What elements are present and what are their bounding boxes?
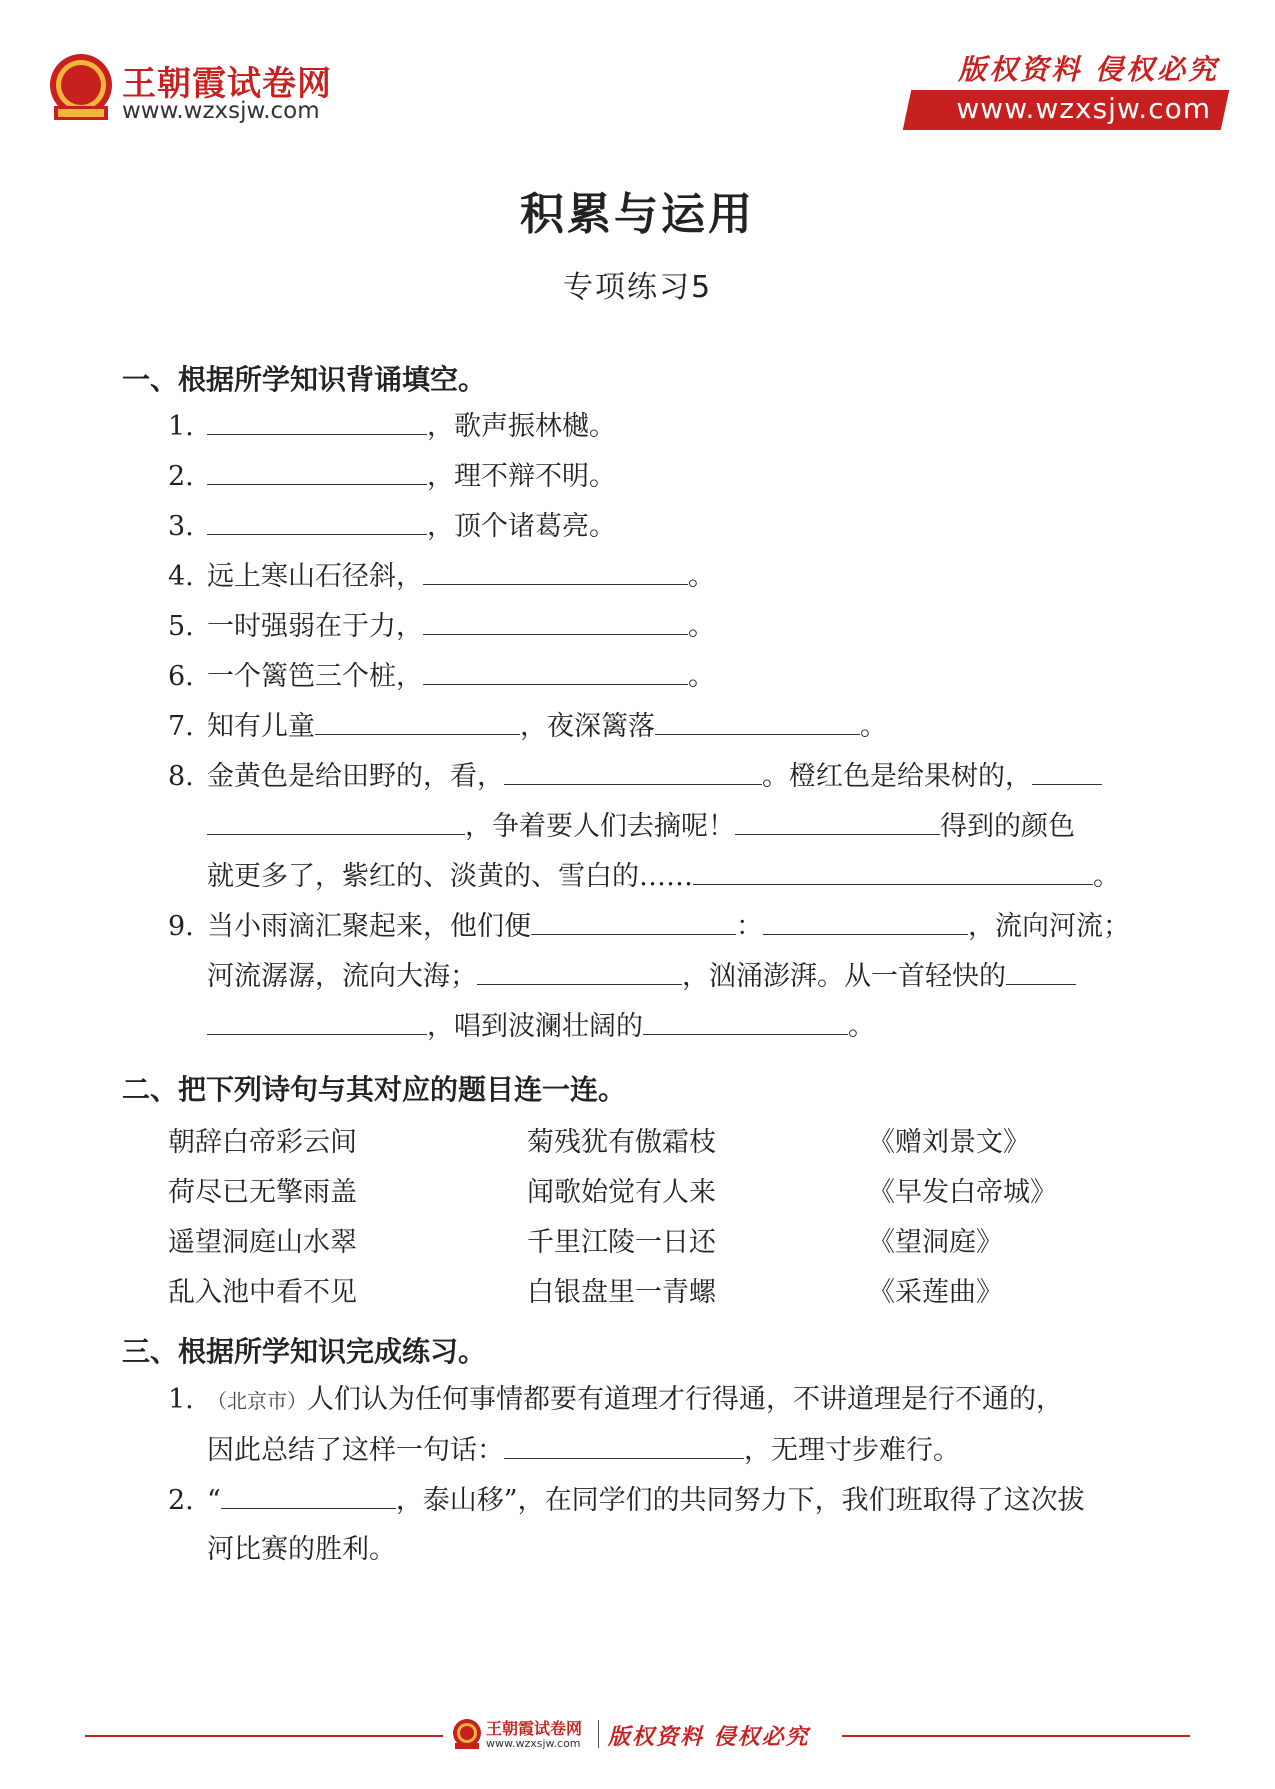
question-text: 。 — [688, 561, 715, 592]
question-number: 8. — [168, 761, 194, 792]
question-number: 5. — [168, 611, 194, 642]
answer-blank[interactable] — [1032, 758, 1102, 785]
poem-line-middle[interactable]: 菊残犹有傲霜枝 — [527, 1127, 716, 1158]
question-text: 。 — [688, 611, 715, 642]
poem-line-left[interactable]: 荷尽已无擎雨盖 — [168, 1177, 357, 1208]
question-text: ，唱到波澜壮阔的 — [427, 1011, 643, 1042]
footer-divider-right — [842, 1735, 1190, 1737]
question-text: 一个篱笆三个桩， — [207, 661, 423, 692]
header-copyright — [885, 44, 1225, 134]
question-text: 河流潺潺，流向大海； — [207, 961, 477, 992]
answer-blank[interactable] — [423, 608, 688, 635]
question-1-6 — [168, 658, 715, 695]
answer-blank[interactable] — [735, 808, 940, 835]
answer-blank[interactable] — [504, 758, 762, 785]
question-number: 2. — [168, 461, 194, 492]
answer-blank[interactable] — [207, 1008, 427, 1035]
question-text: ，夜深篱落 — [520, 711, 655, 742]
answer-blank[interactable] — [207, 408, 427, 435]
brand-url[interactable]: www.wzxsjw.com — [122, 98, 320, 124]
question-3-2-line-2 — [207, 1532, 396, 1568]
page-title: 积累与运用 — [520, 189, 755, 240]
footer-brand-name: 王朝霞试卷网 — [486, 1719, 583, 1738]
question-1-5 — [168, 608, 715, 645]
poem-title[interactable]: 《望洞庭》 — [868, 1227, 1003, 1258]
question-text: ，顶个诸葛亮。 — [427, 511, 616, 542]
question-text: ，流向河流； — [968, 911, 1130, 942]
question-text: 金黄色是给田野的，看， — [207, 761, 504, 792]
region-tag: （北京市） — [207, 1389, 307, 1413]
question-1-9-line-3 — [207, 1008, 875, 1045]
footer-divider-left — [85, 1735, 443, 1737]
poem-line-middle[interactable]: 白银盘里一青螺 — [527, 1277, 716, 1308]
copyright-notice: 版权资料 侵权必究 — [958, 53, 1219, 86]
question-text: 。 — [860, 711, 887, 742]
answer-blank[interactable] — [504, 1432, 744, 1459]
question-text: 。 — [848, 1011, 875, 1042]
question-text: 知有儿童 — [207, 711, 315, 742]
question-text: 人们认为任何事情都要有道理才行得通，不讲道理是行不通的， — [307, 1384, 1063, 1415]
question-text: 。 — [688, 661, 715, 692]
question-3-1-line-2 — [207, 1432, 960, 1469]
question-number: 6. — [168, 661, 194, 692]
question-text: “ — [207, 1485, 221, 1516]
footer-logo-icon — [452, 1718, 482, 1750]
section-3-title: 三、根据所学知识完成练习。 — [122, 1335, 487, 1368]
question-text: 远上寒山石径斜， — [207, 561, 423, 592]
question-text: ，理不辩不明。 — [427, 461, 616, 492]
question-1-4 — [168, 558, 715, 595]
answer-blank[interactable] — [531, 908, 736, 935]
question-text: 一时强弱在于力， — [207, 611, 423, 642]
question-text: 。 — [1093, 861, 1120, 892]
question-number: 2. — [168, 1485, 194, 1516]
poem-title[interactable]: 《采莲曲》 — [868, 1277, 1003, 1308]
answer-blank[interactable] — [1006, 958, 1076, 985]
poem-line-left[interactable]: 朝辞白帝彩云间 — [168, 1127, 357, 1158]
answer-blank[interactable] — [207, 508, 427, 535]
question-text: 得到的颜色 — [940, 811, 1075, 842]
footer-url[interactable]: www.wzxsjw.com — [486, 1737, 581, 1750]
question-1-1 — [168, 408, 616, 445]
answer-blank[interactable] — [207, 458, 427, 485]
poem-line-left[interactable]: 遥望洞庭山水翠 — [168, 1227, 357, 1258]
question-text: ： — [736, 911, 763, 942]
page-subtitle: 专项练习5 — [562, 270, 713, 305]
question-1-3 — [168, 508, 616, 545]
poem-line-left[interactable]: 乱入池中看不见 — [168, 1277, 357, 1308]
question-number: 3. — [168, 511, 194, 542]
question-text: 。橙红色是给果树的， — [762, 761, 1032, 792]
answer-blank[interactable] — [693, 858, 1093, 885]
question-1-9-line-2 — [207, 958, 1076, 995]
question-3-1 — [168, 1382, 1063, 1419]
question-text: ，争着要人们去摘呢！ — [465, 811, 735, 842]
question-text: ，歌声振林樾。 — [427, 411, 616, 442]
footer — [452, 1716, 832, 1756]
question-text: 因此总结了这样一句话： — [207, 1435, 504, 1466]
answer-blank[interactable] — [477, 958, 682, 985]
poem-title[interactable]: 《早发白帝城》 — [868, 1177, 1057, 1208]
answer-blank[interactable] — [655, 708, 860, 735]
footer-copyright: 版权资料 侵权必究 — [608, 1724, 810, 1750]
question-number: 1. — [168, 1384, 194, 1415]
answer-blank[interactable] — [763, 908, 968, 935]
question-1-8-line-3 — [207, 858, 1120, 895]
question-1-2 — [168, 458, 616, 495]
question-number: 4. — [168, 561, 194, 592]
question-number: 9. — [168, 911, 194, 942]
poem-line-middle[interactable]: 闻歌始觉有人来 — [527, 1177, 716, 1208]
poem-title[interactable]: 《赠刘景文》 — [868, 1127, 1030, 1158]
brand-logo-icon — [48, 52, 114, 124]
answer-blank[interactable] — [643, 1008, 848, 1035]
question-text: ，泰山移”，在同学们的共同努力下，我们班取得了这次拔 — [395, 1485, 1085, 1516]
question-1-8-line-2 — [207, 808, 1075, 845]
answer-blank[interactable] — [221, 1482, 396, 1509]
question-text: 河比赛的胜利。 — [207, 1534, 396, 1565]
footer-separator — [598, 1720, 599, 1748]
section-1-title: 一、根据所学知识背诵填空。 — [122, 363, 487, 396]
question-number: 1. — [168, 411, 194, 442]
answer-blank[interactable] — [423, 658, 688, 685]
url-banner[interactable]: www.wzxsjw.com — [956, 92, 1211, 125]
question-1-8 — [168, 758, 1102, 795]
answer-blank[interactable] — [423, 558, 688, 585]
section-2-title: 二、把下列诗句与其对应的题目连一连。 — [122, 1073, 627, 1106]
question-text: ，无理寸步难行。 — [744, 1435, 960, 1466]
poem-line-middle[interactable]: 千里江陵一日还 — [527, 1227, 716, 1258]
brand-name: 王朝霞试卷网 — [122, 64, 332, 104]
question-text: 当小雨滴汇聚起来，他们便 — [207, 911, 531, 942]
question-text: ，汹涌澎湃。从一首轻快的 — [682, 961, 1006, 992]
question-1-9 — [168, 908, 1130, 945]
question-1-7 — [168, 708, 887, 745]
question-text: 就更多了，紫红的、淡黄的、雪白的…… — [207, 861, 693, 892]
answer-blank[interactable] — [315, 708, 520, 735]
answer-blank[interactable] — [207, 808, 465, 835]
question-number: 7. — [168, 711, 194, 742]
question-3-2 — [168, 1482, 1085, 1519]
